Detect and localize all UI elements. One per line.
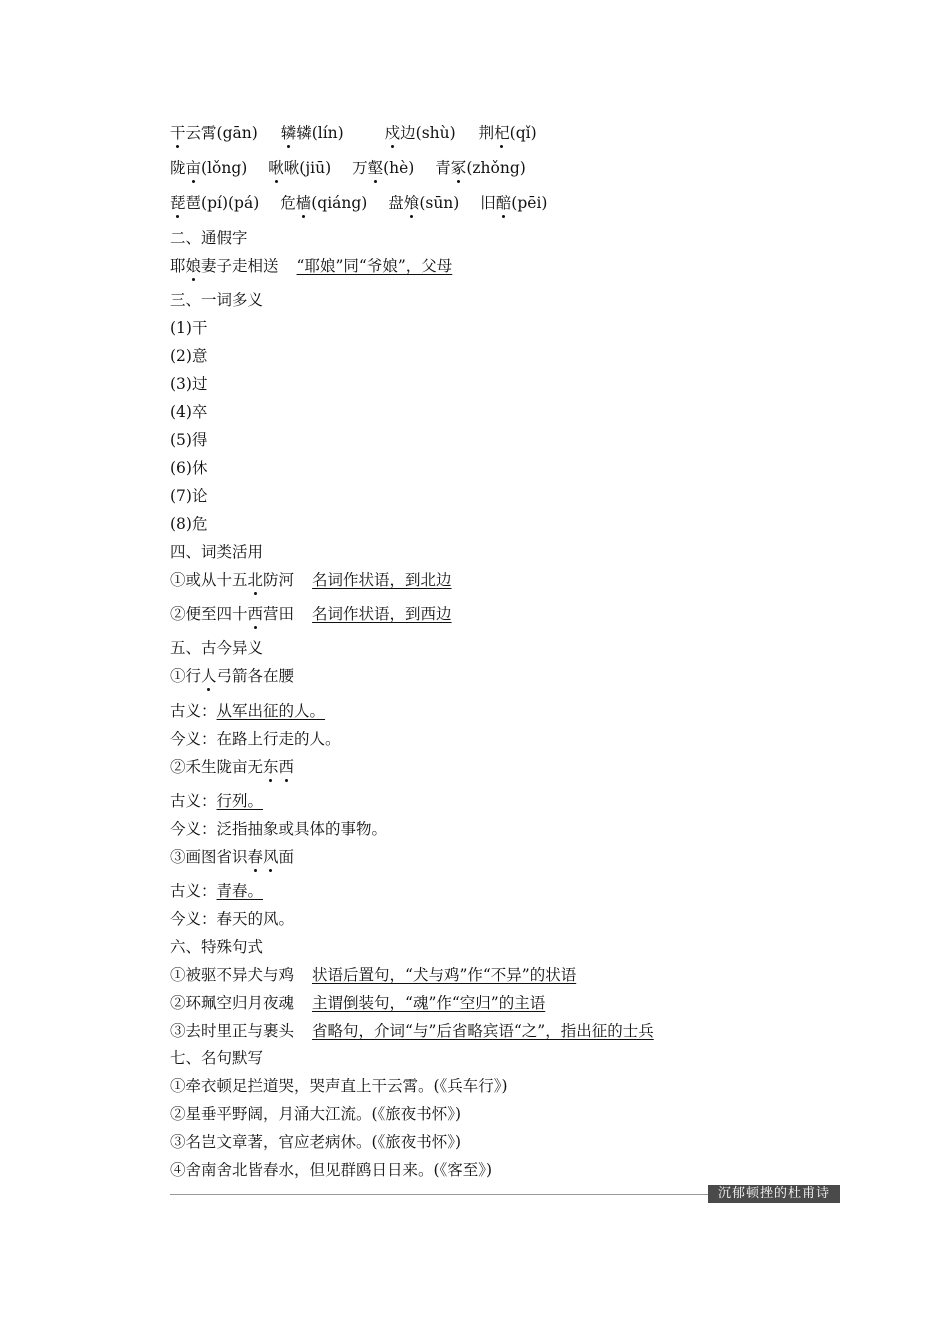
pron-item: 万壑(hè) xyxy=(352,159,415,177)
ancient-meaning-1: 古义：从军出征的人。 xyxy=(170,702,326,720)
polysemy-item: (2)意 xyxy=(170,347,208,365)
pronunciation-row-2 xyxy=(170,158,526,178)
section-heading-ancient-modern: 五、古今异义 xyxy=(170,639,264,657)
polysemy-item: (8)危 xyxy=(170,515,208,533)
famous-line: ①牵衣顿足拦道哭，哭声直上干云霄。(《兵车行》) xyxy=(170,1077,508,1095)
special-sentence-1: ①被驱不异犬与鸡 状语后置句，“犬与鸡”作“不异”的状语 xyxy=(170,966,577,984)
footer-tag: 沉郁顿挫的杜甫诗 xyxy=(708,1185,840,1203)
famous-line: ②星垂平野阔，月涌大江流。(《旅夜书怀》) xyxy=(170,1105,462,1123)
special-sentence-answer: 主谓倒装句，“魂”作“空归”的主语 xyxy=(312,994,546,1012)
word-class-answer: 名词作状语，到北边 xyxy=(312,571,452,589)
special-sentence-3: ③去时里正与裹头 省略句，介词“与”后省略宾语“之”，指出征的士兵 xyxy=(170,1022,654,1040)
special-sentence-2: ②环珮空归月夜魂 主谓倒装句，“魂”作“空归”的主语 xyxy=(170,994,546,1012)
pronunciation-row-3 xyxy=(170,193,547,213)
word-class-answer: 名词作状语，到西边 xyxy=(312,605,452,623)
pronunciation-row-1 xyxy=(170,123,537,143)
polysemy-item: (3)过 xyxy=(170,375,208,393)
ancient-meaning-2: 古义：行列。 xyxy=(170,792,264,810)
pron-item: 青冢(zhǒng) xyxy=(435,159,526,177)
famous-line: ③名岂文章著，官应老病休。(《旅夜书怀》) xyxy=(170,1133,462,1151)
special-sentence-answer: 状语后置句，“犬与鸡”作“不异”的状语 xyxy=(312,966,577,984)
section-heading-polysemy: 三、一词多义 xyxy=(170,291,264,309)
polysemy-item: (1)干 xyxy=(170,319,208,337)
pron-item: 盘飧(sūn) xyxy=(388,194,460,212)
pron-item: 啾啾(jiū) xyxy=(268,159,332,177)
pron-item: 危樯(qiáng) xyxy=(280,194,368,212)
famous-line: ④舍南舍北皆春水，但见群鸥日日来。(《客至》) xyxy=(170,1161,493,1179)
modern-meaning-1: 今义：在路上行走的人。 xyxy=(170,730,341,748)
modern-meaning-2: 今义：泛指抽象或具体的事物。 xyxy=(170,820,388,838)
word-class-item-1: ①或从十五北防河 名词作状语，到北边 xyxy=(170,571,452,589)
pron-item: 戍边(shù) xyxy=(384,124,456,142)
pron-item: 干云霄(gān) xyxy=(170,124,258,142)
section-heading-tongjia: 二、通假字 xyxy=(170,229,248,247)
section-heading-word-class: 四、词类活用 xyxy=(170,543,264,561)
section-heading-special-sentences: 六、特殊句式 xyxy=(170,938,264,956)
word-class-item-2: ②便至四十西营田 名词作状语，到西边 xyxy=(170,605,452,623)
modern-meaning-3: 今义：春天的风。 xyxy=(170,910,295,928)
ancient-modern-item-2: ②禾生陇亩无东西 xyxy=(170,758,295,776)
pron-item: 荆杞(qǐ) xyxy=(478,124,537,142)
pron-item: 琵琶(pí)(pá) xyxy=(170,194,260,212)
tongjia-item: 耶娘妻子走相送 “耶娘”同“爷娘”，父母 xyxy=(170,257,453,275)
section-heading-famous-lines: 七、名句默写 xyxy=(170,1049,264,1067)
polysemy-item: (5)得 xyxy=(170,431,208,449)
pron-item: 旧醅(pēi) xyxy=(480,194,548,212)
polysemy-item: (7)论 xyxy=(170,487,208,505)
pron-item: 辚辚(lín) xyxy=(280,124,344,142)
ancient-meaning-3: 古义：青春。 xyxy=(170,882,264,900)
footer-divider xyxy=(170,1194,710,1195)
ancient-modern-item-1: ①行人弓箭各在腰 xyxy=(170,667,295,685)
special-sentence-answer: 省略句，介词“与”后省略宾语“之”，指出征的士兵 xyxy=(312,1022,654,1040)
tongjia-answer: “耶娘”同“爷娘”，父母 xyxy=(296,257,453,275)
polysemy-item: (6)休 xyxy=(170,459,208,477)
pron-item: 陇亩(lǒng) xyxy=(170,159,248,177)
polysemy-item: (4)卒 xyxy=(170,403,208,421)
ancient-modern-item-3: ③画图省识春风面 xyxy=(170,848,295,866)
